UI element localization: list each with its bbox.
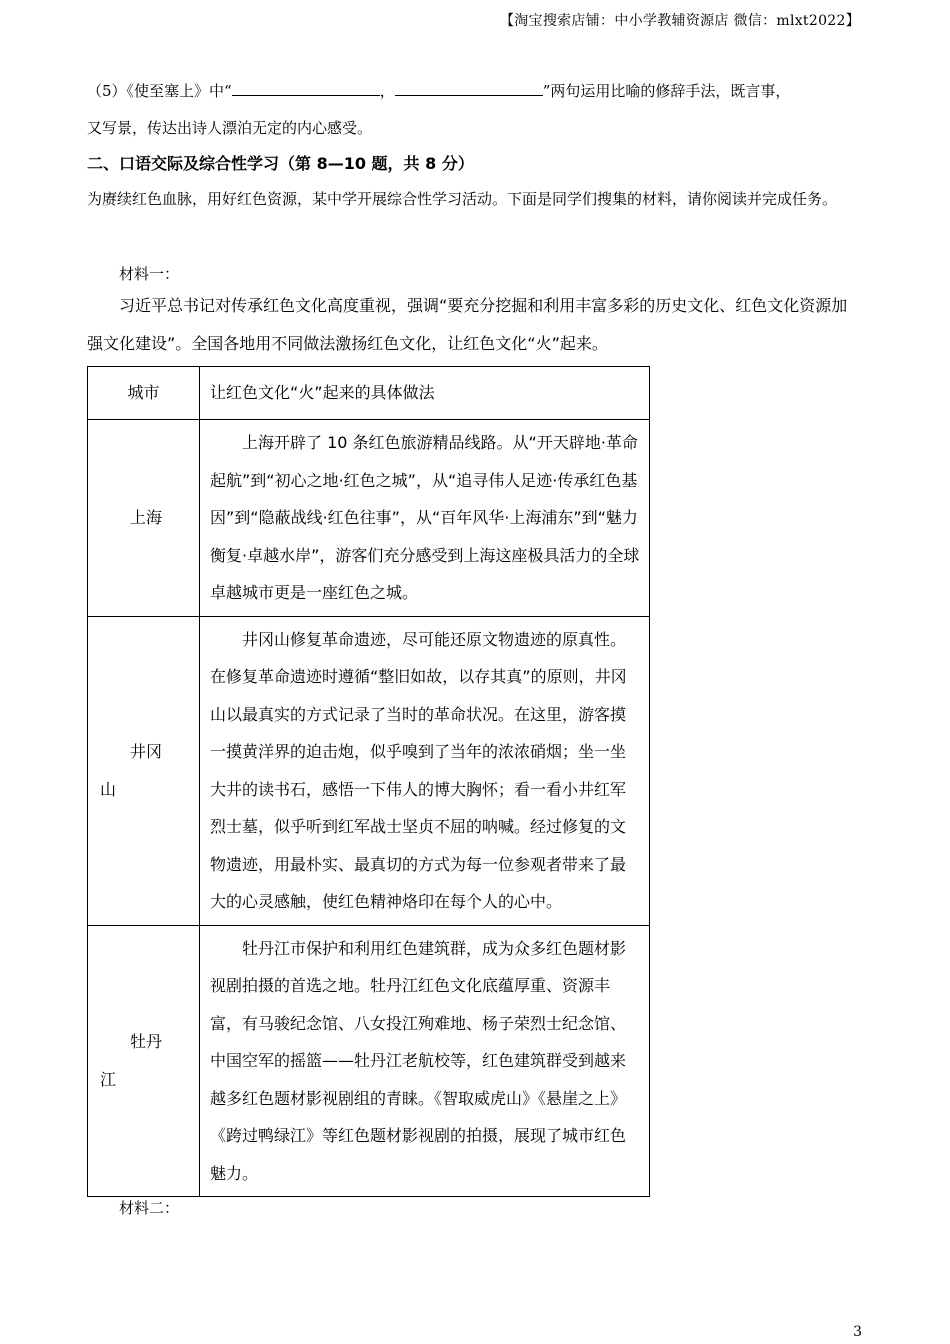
table-cell-city [88, 925, 200, 1197]
question-5-sep: ， [379, 82, 395, 100]
red-culture-table [87, 366, 650, 1197]
answer-blank-2[interactable] [395, 81, 543, 96]
table-row [88, 420, 650, 617]
page-header: 【淘宝搜索店铺：中小学教辅资源店 微信：mlxt2022】 [499, 13, 860, 29]
question-5-prefix: （5）《使至塞上》中“ [87, 82, 232, 100]
method-text: 井冈山修复革命遗迹，尽可能还原文物遗迹的原真性。在修复革命遗迹时遵循“整旧如故，以存其真”的原则，井冈山以最真实的方式记录了当时的革命状况。在这里，游客摸一摸黄洋界的迫击炮，似乎嗅到了当年的浓浓硝烟；坐一坐大井的读书石，感悟一下伟人的博大胸怀；看一看小井红军烈士墓，似乎听到红军战士坚贞不屈的呐喊。经过修复的文物遗迹，用最朴实、最真切的方式为每一位参观者带来了最大的心灵感触，使红色精神烙印在每个人的心中。 [210, 629, 627, 911]
question-5-suffix: ”两句运用比喻的修辞手法，既言事， [542, 82, 791, 100]
material-1-text: 习近平总书记对传承红色文化高度重视，强调“要充分挖掘和利用丰富多彩的历史文化、红色文化资源加强文化建设”。全国各地用不同做法激扬红色文化，让红色文化“火”起来。 [87, 296, 848, 353]
table-cell-method [200, 616, 650, 925]
question-5 [87, 73, 862, 147]
table-cell-method [200, 420, 650, 617]
table-cell-method [200, 925, 650, 1197]
table-header-method: 让红色文化“火”起来的具体做法 [200, 367, 650, 420]
method-text: 上海开辟了 10 条红色旅游精品线路。从“开天辟地·革命起航”到“初心之地·红色之城”，从“追寻伟人足迹·传承红色基因”到“隐蔽战线·红色往事”，从“百年风华·上海浦东”到“魅力衡复·卓越水岸”，游客们充分感受到上海这座极具活力的全球卓越城市更是一座红色之城。 [210, 433, 640, 602]
question-5-line2: 又写景，传达出诗人漂泊无定的内心感受。 [87, 119, 373, 137]
table-cell-city [88, 616, 200, 925]
section-2-title: 二、口语交际及综合性学习（第 8—10 题，共 8 分） [87, 154, 474, 173]
page-number: 3 [853, 1324, 862, 1340]
table-header-city: 城市 [88, 367, 200, 420]
city-name-line1: 井冈 [130, 741, 163, 761]
answer-blank-1[interactable] [232, 81, 380, 96]
table-header-row [88, 367, 650, 420]
table-row [88, 925, 650, 1197]
city-name-line2: 江 [100, 1069, 117, 1089]
city-name-line1: 牡丹 [130, 1031, 163, 1051]
table-cell-city [88, 420, 200, 617]
table-row [88, 616, 650, 925]
section-2-intro: 为赓续红色血脉，用好红色资源，某中学开展综合性学习活动。下面是同学们搜集的材料，请你阅读并完成任务。 [87, 190, 838, 208]
city-name-line2: 山 [100, 779, 117, 799]
city-name: 上海 [130, 507, 163, 527]
material-2-label: 材料二： [119, 1199, 180, 1217]
material-1-label: 材料一： [119, 265, 180, 283]
method-text: 牡丹江市保护和利用红色建筑群，成为众多红色题材影视剧拍摄的首选之地。牡丹江红色文化底蕴厚重、资源丰富，有马骏纪念馆、八女投江殉难地、杨子荣烈士纪念馆、中国空军的摇篮——牡丹江老航校等，红色建筑群受到越来越多红色题材影视剧组的青睐。《智取威虎山》《悬崖之上》《跨过鸭绿江》等红色题材影视剧的拍摄，展现了城市红色魅力。 [210, 938, 627, 1183]
